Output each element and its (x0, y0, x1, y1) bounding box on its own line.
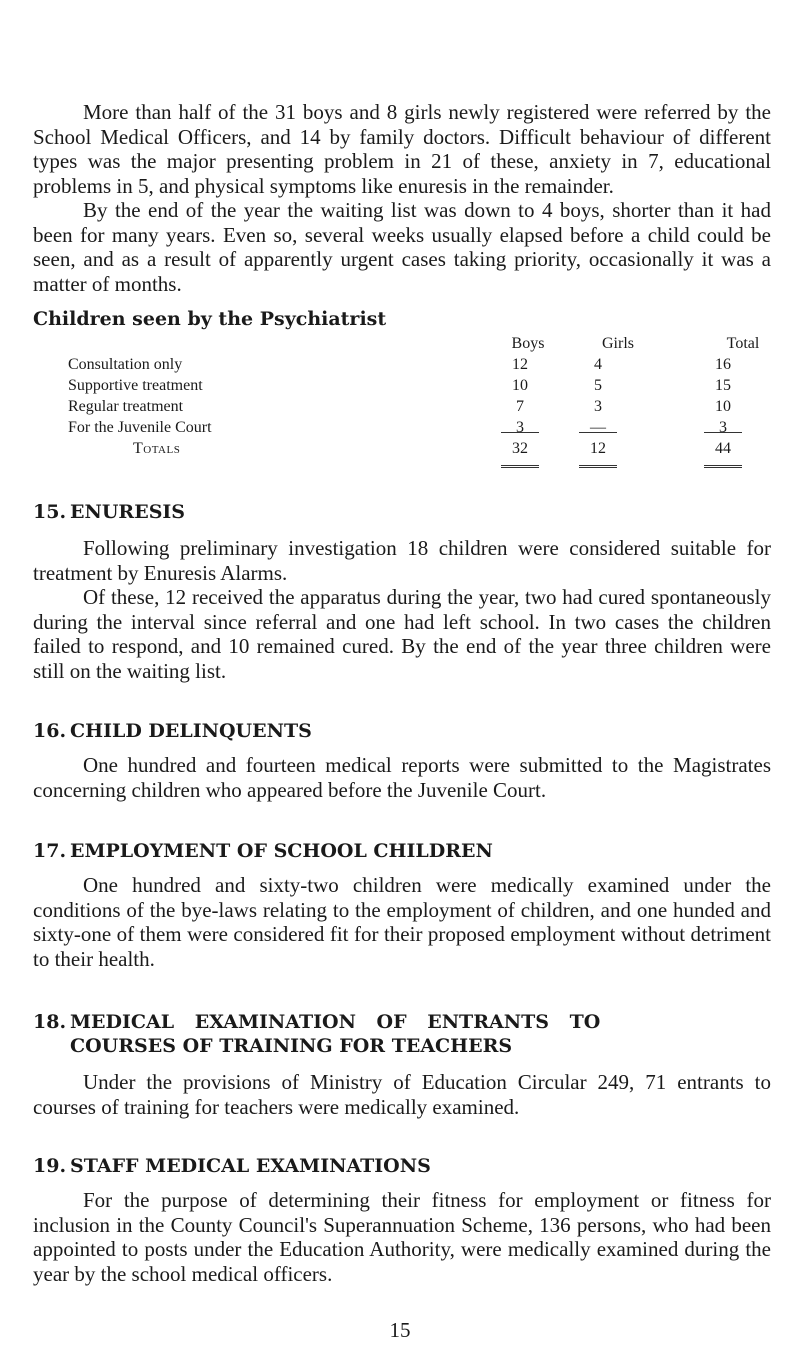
cell-boys: 10 (512, 377, 528, 394)
section-paragraph: One hundred and sixty-two children were medically examined under the conditions of the bye-laws relating to the employment of children, and one hunded and sixty-one of them were considered fit for their proposed employment without detriment to their health. (33, 873, 771, 971)
row-label: For the Juvenile Court (68, 419, 212, 436)
intro-text (33, 100, 771, 296)
section-paragraph: Following preliminary investigation 18 children were considered suitable for treatment by Enuresis Alarms. (33, 536, 771, 585)
cell-girls: 4 (594, 356, 602, 373)
header-girls: Girls (602, 335, 634, 352)
header-total: Total (726, 335, 760, 352)
cell-total: 10 (715, 398, 731, 415)
section-heading (33, 1010, 771, 1034)
cell-boys: 12 (512, 356, 528, 373)
table-totals-row (33, 440, 771, 461)
section-enuresis (33, 500, 771, 683)
total-rule-girls (579, 465, 617, 468)
table-row (33, 398, 771, 419)
table-row (33, 419, 771, 440)
table-row (33, 356, 771, 377)
section-title: EMPLOYMENT OF SCHOOL CHILDREN (70, 840, 493, 862)
section-heading (33, 1154, 771, 1178)
section-number: 15. (33, 501, 67, 523)
subtotal-rule-boys (501, 432, 539, 433)
section-paragraph: Under the provisions of Ministry of Education Circular 249, 71 entrants to courses of training for teachers were medically examined. (33, 1070, 771, 1119)
cell-girls: 3 (594, 398, 602, 415)
cell-boys: 3 (516, 419, 524, 436)
table-row (33, 377, 771, 398)
section-child-delinquents (33, 719, 771, 802)
section-heading-line-2: COURSES OF TRAINING FOR TEACHERS (70, 1035, 513, 1057)
subtotal-rule-girls (579, 432, 617, 433)
cell-total: 15 (715, 377, 731, 394)
section-teacher-entrants (33, 1010, 771, 1119)
cell-boys: 7 (516, 398, 524, 415)
page-number: 15 (389, 1318, 411, 1342)
totals-label: Totals (133, 440, 181, 457)
row-label: Regular treatment (68, 398, 184, 415)
cell-girls: — (590, 419, 606, 436)
header-boys: Boys (511, 335, 545, 352)
total-rule-boys (501, 465, 539, 468)
table-title: Children seen by the Psychiatrist (33, 308, 387, 330)
section-paragraph: For the purpose of determining their fitness for employment or fitness for inclusion in the County Council's Superannuation Scheme, 136 persons, who had been appointed to posts under the Education Authority, were medically examined during the year by the school medical officers. (33, 1188, 771, 1286)
row-label: Supportive treatment (68, 377, 203, 394)
section-number: 16. (33, 720, 67, 742)
section-title: STAFF MEDICAL EXAMINATIONS (70, 1155, 431, 1177)
section-title: ENURESIS (70, 501, 186, 523)
cell-total: 16 (715, 356, 731, 373)
cell-girls: 5 (594, 377, 602, 394)
total-boys: 32 (512, 440, 528, 457)
section-number: 19. (33, 1155, 67, 1177)
section-heading (33, 500, 771, 524)
total-all: 44 (715, 440, 731, 457)
section-staff-exams (33, 1154, 771, 1286)
row-label: Consultation only (68, 356, 183, 373)
section-title: CHILD DELINQUENTS (70, 720, 312, 742)
psychiatrist-table (33, 335, 771, 457)
total-girls: 12 (590, 440, 606, 457)
section-employment (33, 839, 771, 971)
section-heading (33, 839, 771, 863)
section-paragraph: One hundred and fourteen medical reports were submitted to the Magistrates concerning children who appeared before the Juvenile Court. (33, 753, 771, 802)
section-paragraph: Of these, 12 received the apparatus during the year, two had cured spontaneously during the interval since referral and one had left school. In two cases the children failed to respond, and 10 remained cured. By the end of the year three children were still on the waiting list. (33, 585, 771, 683)
section-heading (33, 719, 771, 743)
section-number: 17. (33, 840, 67, 862)
intro-paragraph-2: By the end of the year the waiting list was down to 4 boys, shorter than it had been for many years. Even so, several weeks usually elapsed before a child could be seen, and as a result of apparently urgent cases taking priority, occasionally it was a matter of months. (33, 198, 771, 296)
cell-total: 3 (719, 419, 727, 436)
table-header-row (33, 335, 771, 356)
total-rule-total (704, 465, 742, 468)
section-number: 18. (33, 1011, 67, 1033)
intro-paragraph-1: More than half of the 31 boys and 8 girls newly registered were referred by the School Medical Officers, and 14 by family doctors. Difficult behaviour of different types was the major presenting problem in 21 of these, anxiety in 7, educational problems in 5, and physical symptoms like enuresis in the remainder. (33, 100, 771, 198)
subtotal-rule-total (704, 432, 742, 433)
section-title: MEDICAL EXAMINATION OF ENTRANTS TO (70, 1011, 601, 1033)
